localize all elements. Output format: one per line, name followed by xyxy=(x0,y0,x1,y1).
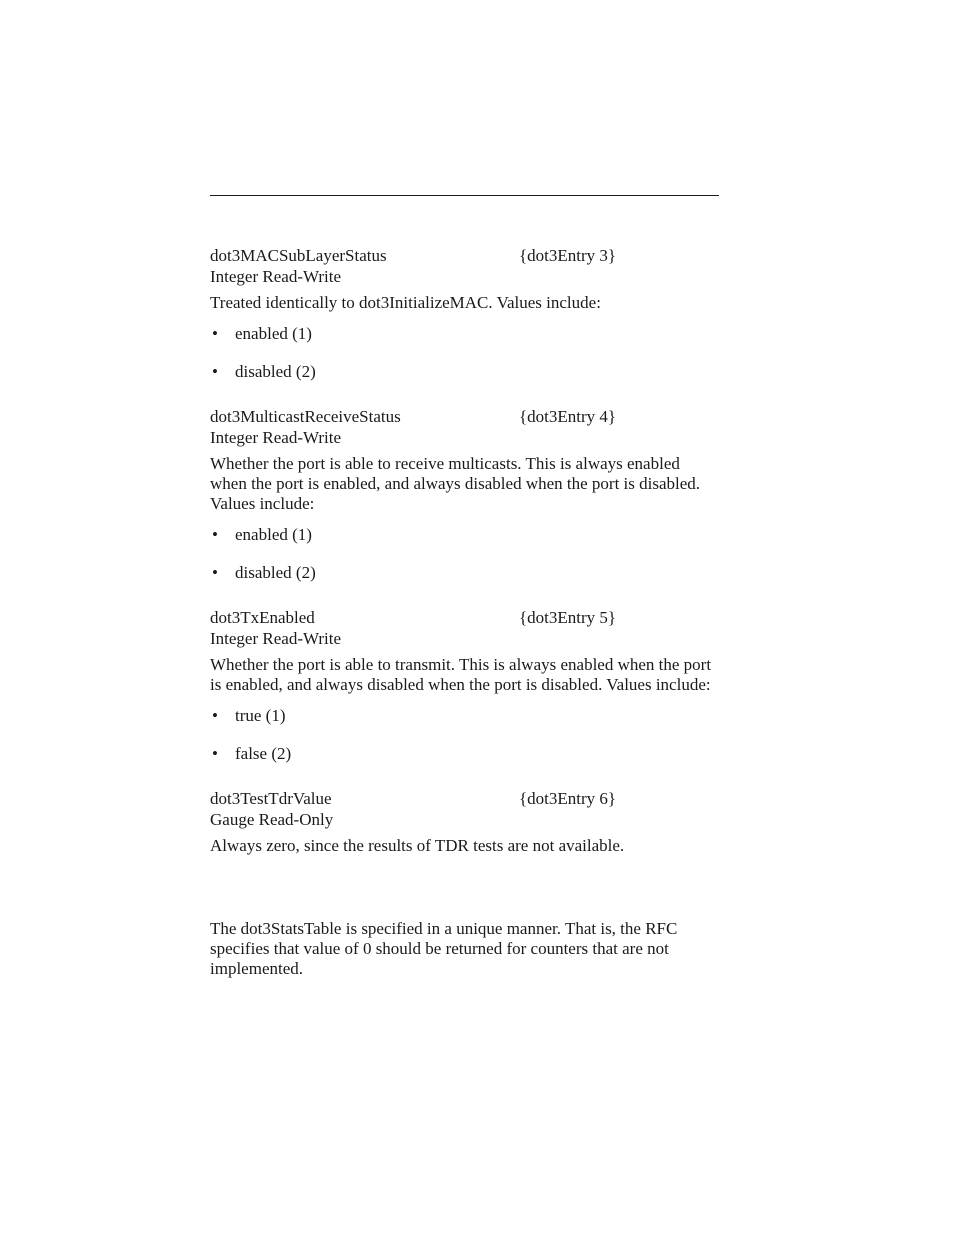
entry-name: dot3TestTdrValue xyxy=(210,789,332,808)
values-list xyxy=(210,324,719,382)
list-item xyxy=(210,744,719,764)
values-list xyxy=(210,706,719,764)
list-item xyxy=(210,362,719,382)
bullet-icon: • xyxy=(212,362,218,381)
value-label: disabled (2) xyxy=(235,362,316,381)
list-item xyxy=(210,525,719,545)
entry-heading xyxy=(210,789,719,810)
stats-table-paragraph: The dot3StatsTable is specified in a unique manner. That is, the RFC specifies that value of 0 should be returned for counters that are not implemented. xyxy=(210,919,678,978)
list-item xyxy=(210,706,719,726)
value-label: enabled (1) xyxy=(235,525,312,544)
bullet-icon: • xyxy=(212,563,218,582)
value-label: true (1) xyxy=(235,706,286,725)
entry-heading xyxy=(210,608,719,629)
entry-description: Whether the port is able to receive multicasts. This is always enabled when the port is enabled, and always disabled when the port is disabled. Values include: xyxy=(210,454,701,513)
entry-oid: {dot3Entry 4} xyxy=(519,407,617,426)
bullet-icon: • xyxy=(212,324,218,343)
entry-oid: {dot3Entry 5} xyxy=(519,608,617,627)
entry-name: dot3TxEnabled xyxy=(210,608,315,627)
values-list xyxy=(210,525,719,583)
entry-name: dot3MACSubLayerStatus xyxy=(210,246,387,265)
entry-type: Gauge Read-Only xyxy=(210,810,334,829)
entry-name: dot3MulticastReceiveStatus xyxy=(210,407,401,426)
mib-entry xyxy=(210,407,719,583)
list-item xyxy=(210,563,719,583)
mib-entry xyxy=(210,246,719,382)
entry-type: Integer Read-Write xyxy=(210,629,341,648)
mib-entry xyxy=(210,608,719,764)
bullet-icon: • xyxy=(212,525,218,544)
entry-type: Integer Read-Write xyxy=(210,428,341,447)
entry-type: Integer Read-Write xyxy=(210,267,341,286)
bullet-icon: • xyxy=(212,744,218,763)
bullet-icon: • xyxy=(212,706,218,725)
list-item xyxy=(210,324,719,344)
entry-description: Always zero, since the results of TDR tests are not available. xyxy=(210,836,625,855)
entry-heading xyxy=(210,407,719,428)
value-label: enabled (1) xyxy=(235,324,312,343)
value-label: false (2) xyxy=(235,744,292,763)
entry-description: Whether the port is able to transmit. This is always enabled when the port is enabled, and always disabled when the port is disabled. Values include: xyxy=(210,655,712,694)
entry-oid: {dot3Entry 6} xyxy=(519,789,617,808)
entry-description: Treated identically to dot3InitializeMAC. Values include: xyxy=(210,293,601,312)
entry-heading xyxy=(210,246,719,267)
entry-oid: {dot3Entry 3} xyxy=(519,246,617,265)
document-body xyxy=(210,246,719,979)
value-label: disabled (2) xyxy=(235,563,316,582)
header-rule xyxy=(210,195,719,196)
mib-entry xyxy=(210,789,719,856)
